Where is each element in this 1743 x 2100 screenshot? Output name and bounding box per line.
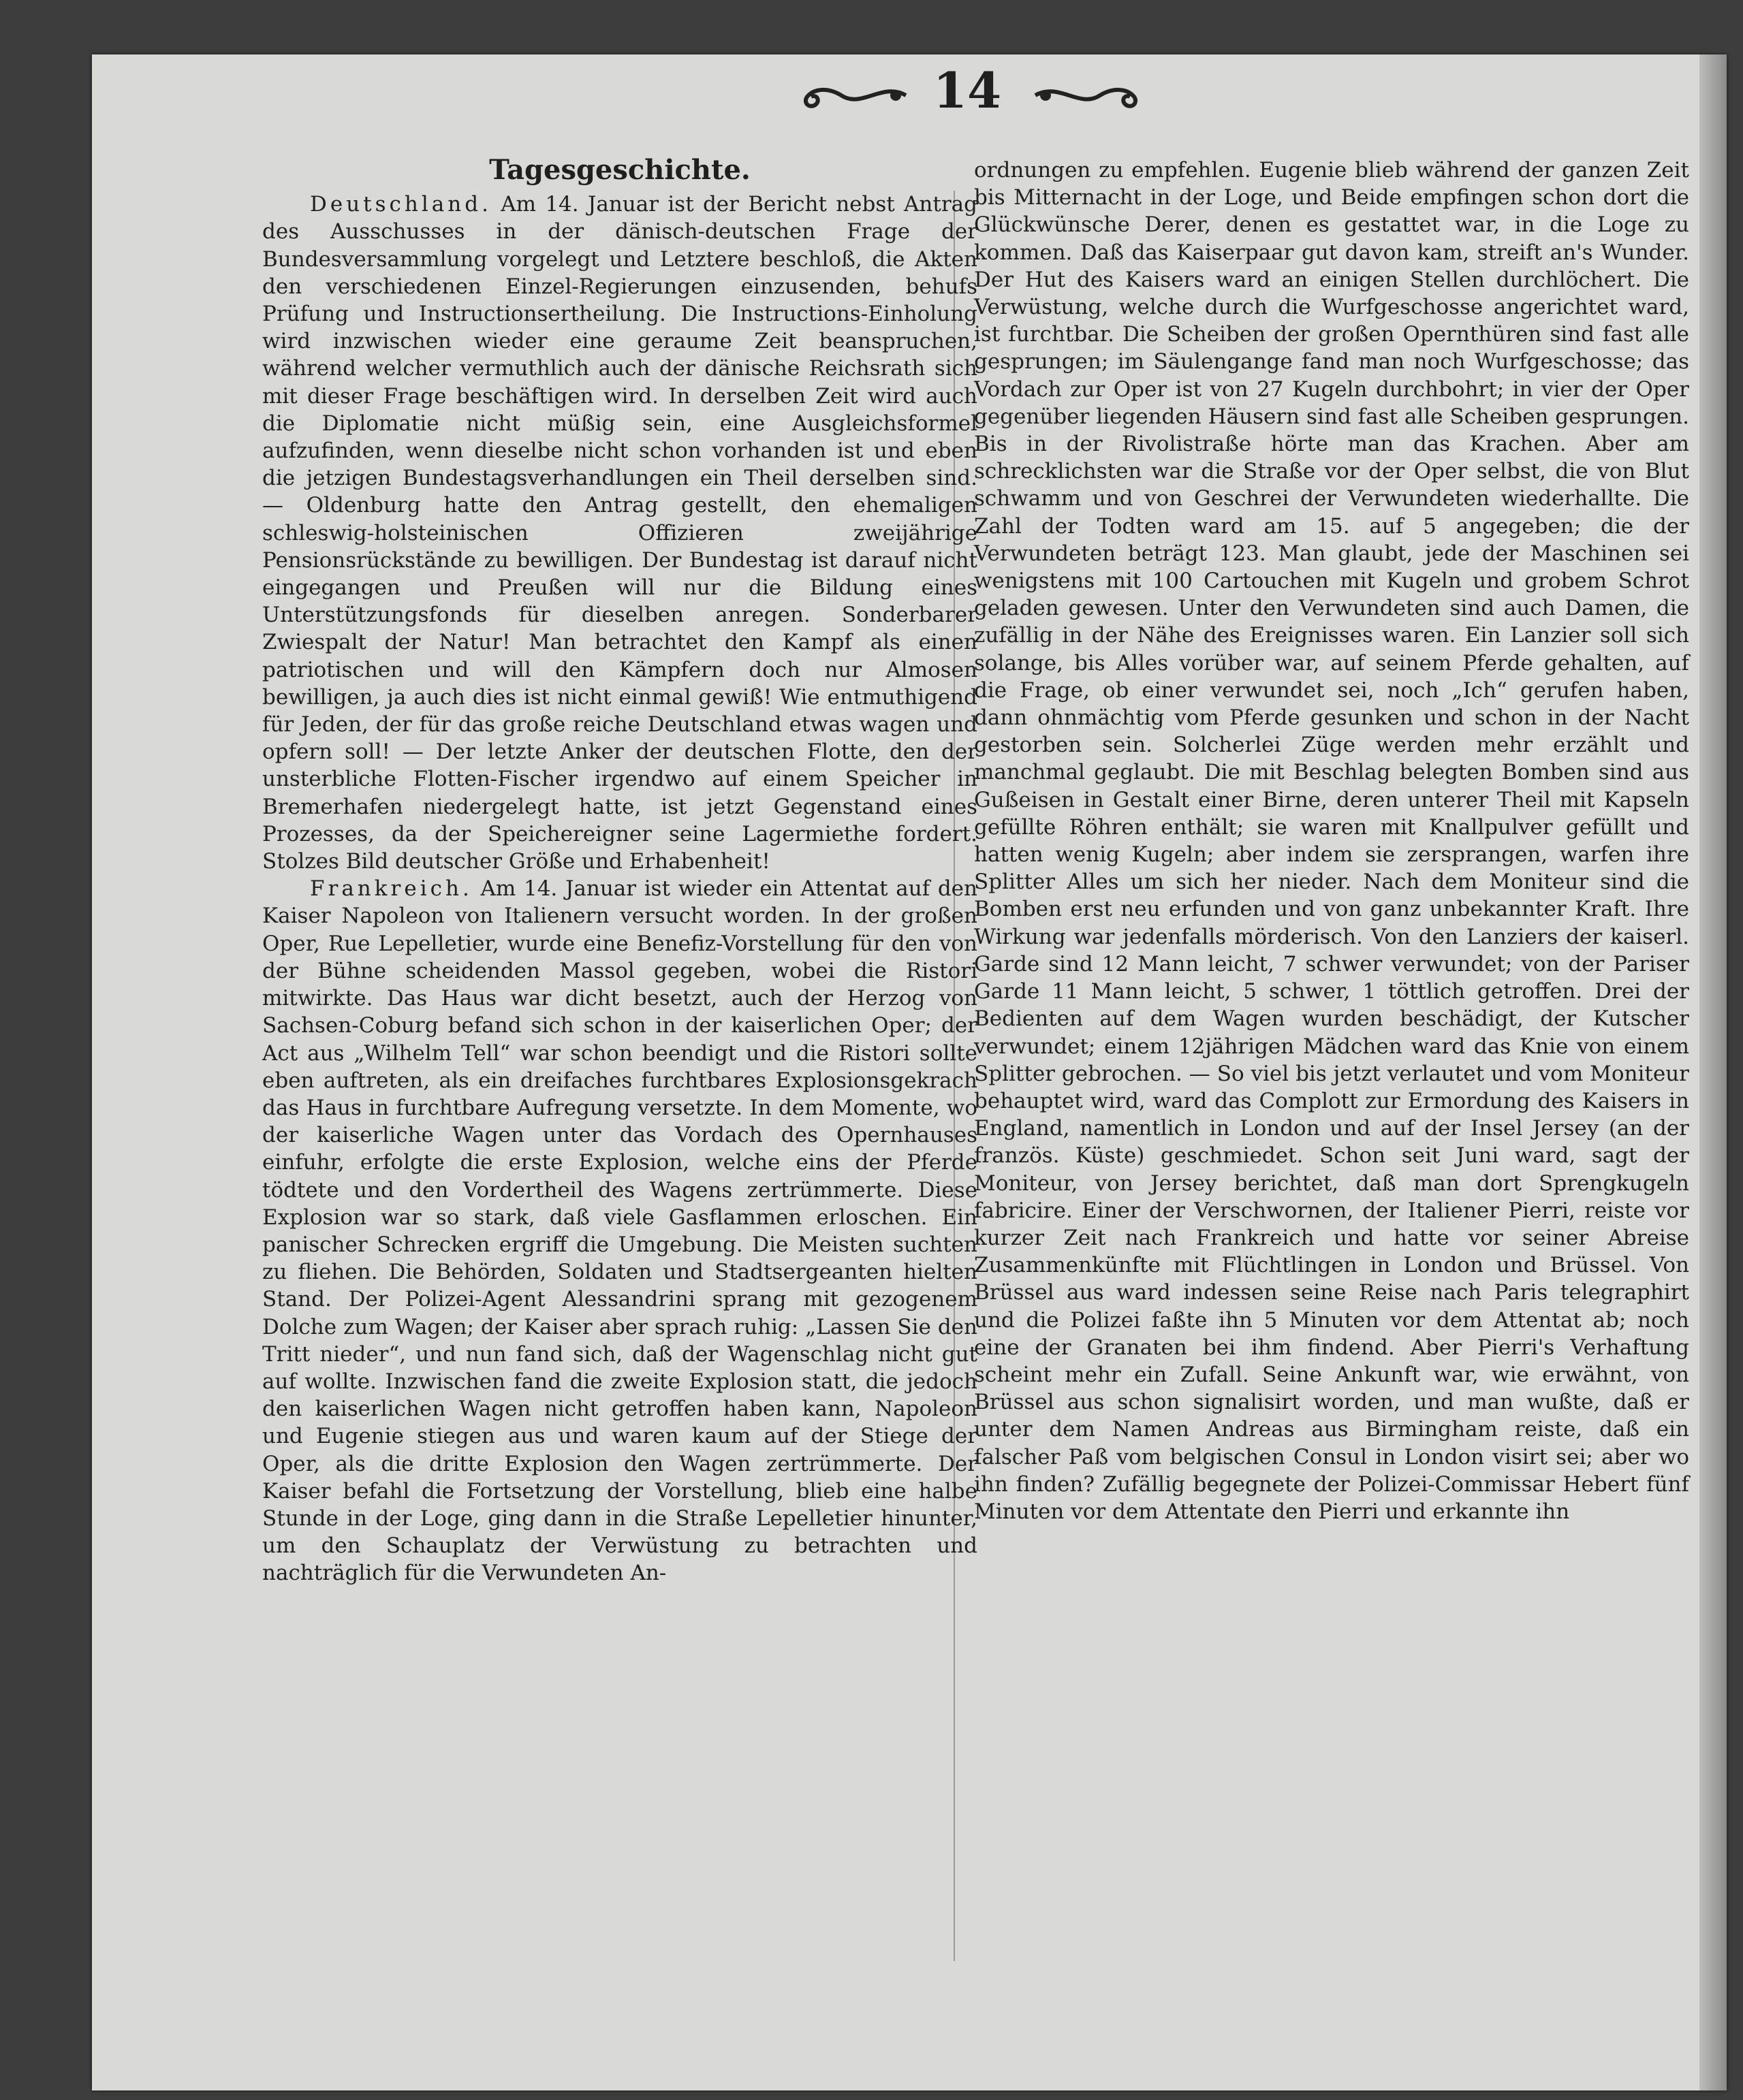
newspaper-page xyxy=(92,54,1727,2090)
paragraph-frankreich xyxy=(262,875,977,1587)
ornament-left-icon xyxy=(794,75,909,116)
section-title: Tagesgeschichte. xyxy=(489,154,751,186)
left-column xyxy=(262,154,977,1587)
country-heading-frankreich: Frankreich. xyxy=(310,876,473,902)
page-number: 14 xyxy=(932,61,1002,119)
page-edge xyxy=(1699,54,1727,2090)
paragraph-frankreich-continued: ordnungen zu empfehlen. Eugenie blieb während der ganzen Zeit bis Mitternacht in der Loge, und Beide empfingen schon dort die Glückwünsche Derer, denen es gestattet war, in die Loge zu kommen. Daß das Kaiserpaar gut davon kam, streift an's Wunder. Der Hut des Kaisers ward an einigen Stellen durchlöchert. Die Verwüstung, welche durch die Wurfgeschosse angerichtet ward, ist furchtbar. Die Scheiben der großen Opernthüren sind fast alle gesprungen; im Säulengange fand man noch Wurfgeschosse; das Vordach zur Oper ist von 27 Kugeln durchbohrt; in vier der Oper gegenüber liegenden Häusern sind fast alle Scheiben gesprungen. Bis in der Rivolistraße hörte man das Krachen. Aber am schrecklichsten war die Straße vor der Oper selbst, die von Blut schwamm und von Geschrei der Verwundeten wiederhallte. Die Zahl der Todten ward am 15. auf 5 angegeben; die der Verwundeten beträgt 123. Man glaubt, jede der Maschinen sei wenigstens mit 100 Cartouchen mit Kugeln und grobem Schrot geladen gewesen. Unter den Verwundeten sind auch Damen, die zufällig in der Nähe des Ereignisses waren. Ein Lanzier soll sich solange, bis Alles vorüber war, auf seinem Pferde gehalten, auf die Frage, ob einer verwundet sei, noch „Ich“ gerufen haben, dann ohnmächtig vom Pferde gesunken und schon in der Nacht gestorben sein. Solcherlei Züge werden mehr erzählt und manchmal geglaubt. Die mit Beschlag belegten Bomben sind aus Gußeisen in Gestalt einer Birne, deren unterer Theil mit Kapseln gefüllte Röhren enthält; sie waren mit Knallpulver gefüllt und hatten wenig Kugeln; aber indem sie zersprangen, warfen ihre Splitter Alles um sich her nieder. Nach dem Moniteur sind die Bomben erst neu erfunden und von ganz unbekannter Kraft. Ihre Wirkung war jedenfalls mörderisch. Von den Lanziers der kaiserl. Garde sind 12 Mann leicht, 7 schwer verwundet; von der Pariser Garde 11 Mann leicht, 5 schwer, 1 töttlich getroffen. Drei der Bedienten auf dem Wagen wurden beschädigt, der Kutscher verwundet; einem 12jährigen Mädchen ward das Knie von einem Splitter gebrochen. — So viel bis jetzt verlautet und vom Moniteur behauptet wird, ward das Complott zur Ermordung des Kaisers in England, namentlich in London und auf der Insel Jersey (an der französ. Küste) geschmiedet. Schon seit Juni ward, sagt der Moniteur, von Jersey berichtet, daß man dort Sprengkugeln fabricire. Einer der Verschwornen, der Italiener Pierri, reiste vor kurzer Zeit nach Frankreich und hatte vor seiner Abreise Zusammenkünfte mit Flüchtlingen in London und Brüssel. Von Brüssel aus ward indessen seine Reise nach Paris telegraphirt und die Polizei faßte ihn 5 Minuten vor dem Attentat ab; noch eine der Granaten bei ihm findend. Aber Pierri's Verhaftung scheint mehr ein Zufall. Seine Ankunft war, wie erwähnt, von Brüssel aus schon signalisirt worden, und man wußte, daß er unter dem Namen Andreas aus Birmingham reiste, daß ein falscher Paß vom belgischen Consul in London visirt sei; aber wo ihn finden? Zufällig begegnete der Polizei-Commissar Hebert fünf Minuten vor dem Attentate den Pierri und erkannte ihn xyxy=(974,158,1689,1524)
right-column xyxy=(974,157,1689,1525)
paragraph-deutschland xyxy=(262,191,977,875)
ornament-right-icon xyxy=(1032,75,1148,116)
country-heading-deutschland: Deutschland. xyxy=(310,192,492,217)
paragraph-text: Am 14. Januar ist wieder ein Attentat auf den Kaiser Napoleon von Italienern versucht worden. In der großen Oper, Rue Lepelletier, wurde eine Benefiz-Vorstellung für den von der Bühne scheidenden Massol gegeben, wobei die Ristori mitwirkte. Das Haus war dicht besetzt, auch der Herzog von Sachsen-Coburg befand sich schon in der kaiserlichen Oper; der Act aus „Wilhelm Tell“ war schon beendigt und die Ristori sollte eben auftreten, als ein dreifaches furchtbares Explosionsgekrach das Haus in furchtbare Aufregung versetzte. In dem Momente, wo der kaiserliche Wagen unter das Vordach des Opernhauses einfuhr, erfolgte die erste Explosion, welche eins der Pferde tödtete und den Vordertheil des Wagens zertrümmerte. Diese Explosion war so stark, daß viele Gasflammen erloschen. Ein panischer Schrecken ergriff die Umgebung. Die Meisten suchten zu fliehen. Die Behörden, Soldaten und Stadtsergeanten hielten Stand. Der Polizei-Agent Alessandrini sprang mit gezogenem Dolche zum Wagen; der Kaiser aber sprach ruhig: „Lassen Sie den Tritt nieder“, und nun fand sich, daß der Wagenschlag nicht gut auf wollte. Inzwischen fand die zweite Explosion statt, die jedoch den kaiserlichen Wagen nicht getroffen haben kann, Napoleon und Eugenie stiegen aus und waren kaum auf der Stiege der Oper, als die dritte Explosion den Wagen zertrümmerte. Der Kaiser befahl die Fortsetzung der Vorstellung, blieb eine halbe Stunde in der Loge, ging dann in die Straße Lepelletier hinunter, um den Schauplatz der Verwüstung zu betrachten und nachträglich für die Verwundeten An- xyxy=(262,876,977,1586)
page-header xyxy=(92,61,1727,143)
paragraph-text: Am 14. Januar ist der Bericht nebst Antrag des Ausschusses in der dänisch-deutschen Frage der Bundesversammlung vorgelegt und Letztere beschloß, die Akten den verschiedenen Einzel-Regierungen einzusenden, behufs Prüfung und Instructionsertheilung. Die Instructions-Einholung wird inzwischen wieder eine geraume Zeit beanspruchen, während welcher vermuthlich auch der dänische Reichsrath sich mit dieser Frage beschäftigen wird. In derselben Zeit wird auch die Diplomatie nicht müßig sein, eine Ausgleichsformel aufzufinden, wenn dieselbe nicht schon vorhanden ist und eben die jetzigen Bundestagsverhandlungen ein Theil derselben sind. — Oldenburg hatte den Antrag gestellt, den ehemaligen schleswig-holsteinischen Offizieren zweijährige Pensionsrückstände zu bewilligen. Der Bundestag ist darauf nicht eingegangen und Preußen will nur die Bildung eines Unterstützungsfonds für dieselben anregen. Sonderbarer Zwiespalt der Natur! Man betrachtet den Kampf als einen patriotischen und will den Kämpfern doch nur Almosen bewilligen, ja auch dies ist nicht einmal gewiß! Wie entmuthigend für Jeden, der für das große reiche Deutschland etwas wagen und opfern soll! — Der letzte Anker der deutschen Flotte, den der unsterbliche Flotten-Fischer irgendwo auf einem Speicher in Bremerhafen niedergelegt hatte, ist jetzt Gegenstand eines Prozesses, da der Speichereigner seine Lagermiethe fordert. Stolzes Bild deutscher Größe und Erhabenheit! xyxy=(262,192,977,874)
